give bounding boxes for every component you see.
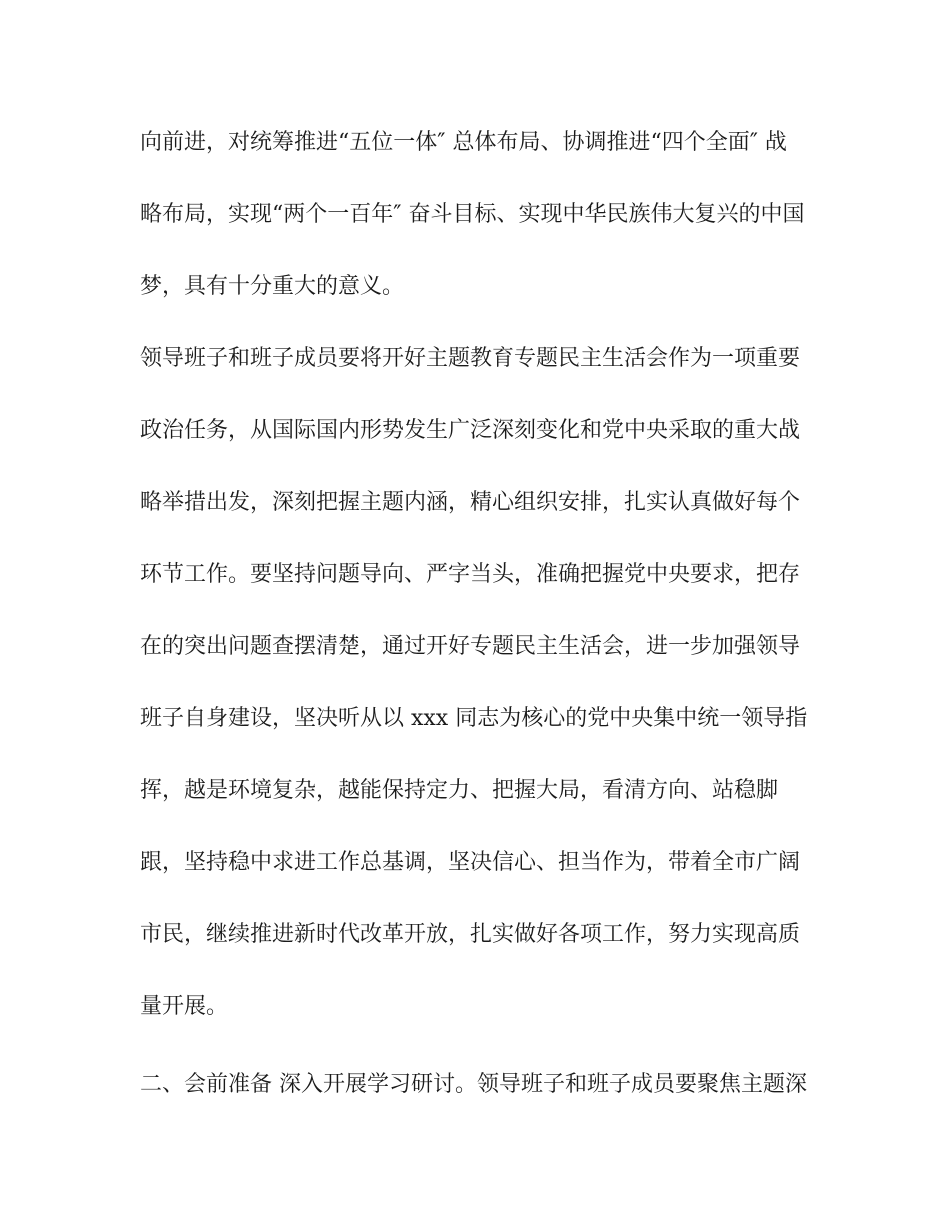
text-line-3: 梦，具有十分重大的意义。	[140, 274, 405, 299]
text-line-11: 跟，坚持稳中求进工作总基调，坚决信心、担当作为，带着全市广阔	[140, 850, 801, 875]
text-line-12: 市民，继续推进新时代改革开放，扎实做好各项工作，努力实现高质	[140, 922, 801, 947]
text-line-1: 向前进，对统筹推进“五位一体″ 总体布局、协调推进“四个全面″ 战	[140, 130, 787, 155]
text-line-2: 略布局，实现“两个一百年″ 奋斗目标、实现中华民族伟大复兴的中国	[140, 202, 805, 227]
text-line-5: 政治任务，从国际国内形势发生广泛深刻变化和党中央采取的重大战	[140, 418, 801, 443]
text-line-10: 挥，越是环境复杂，越能保持定力、把握大局，看清方向、站稳脚	[140, 778, 779, 803]
text-line-8: 在的突出问题查摆清楚，通过开好专题民主生活会，进一步加强领导	[140, 634, 801, 659]
text-line-13: 量开展。	[140, 994, 229, 1019]
text-line-14: 二、会前准备 深入开展学习研讨。领导班子和班子成员要聚焦主题深	[140, 1072, 807, 1097]
text-line-6: 略举措出发，深刻把握主题内涵，精心组织安排，扎实认真做好每个	[140, 490, 801, 515]
text-line-9: 班子自身建设，坚决听从以 xxx 同志为核心的党中央集中统一领导指	[140, 706, 808, 731]
text-line-7: 环节工作。要坚持问题导向、严字当头，准确把握党中央要求，把存	[140, 562, 801, 587]
text-line-4: 领导班子和班子成员要将开好主题教育专题民主生活会作为一项重要	[140, 346, 801, 371]
